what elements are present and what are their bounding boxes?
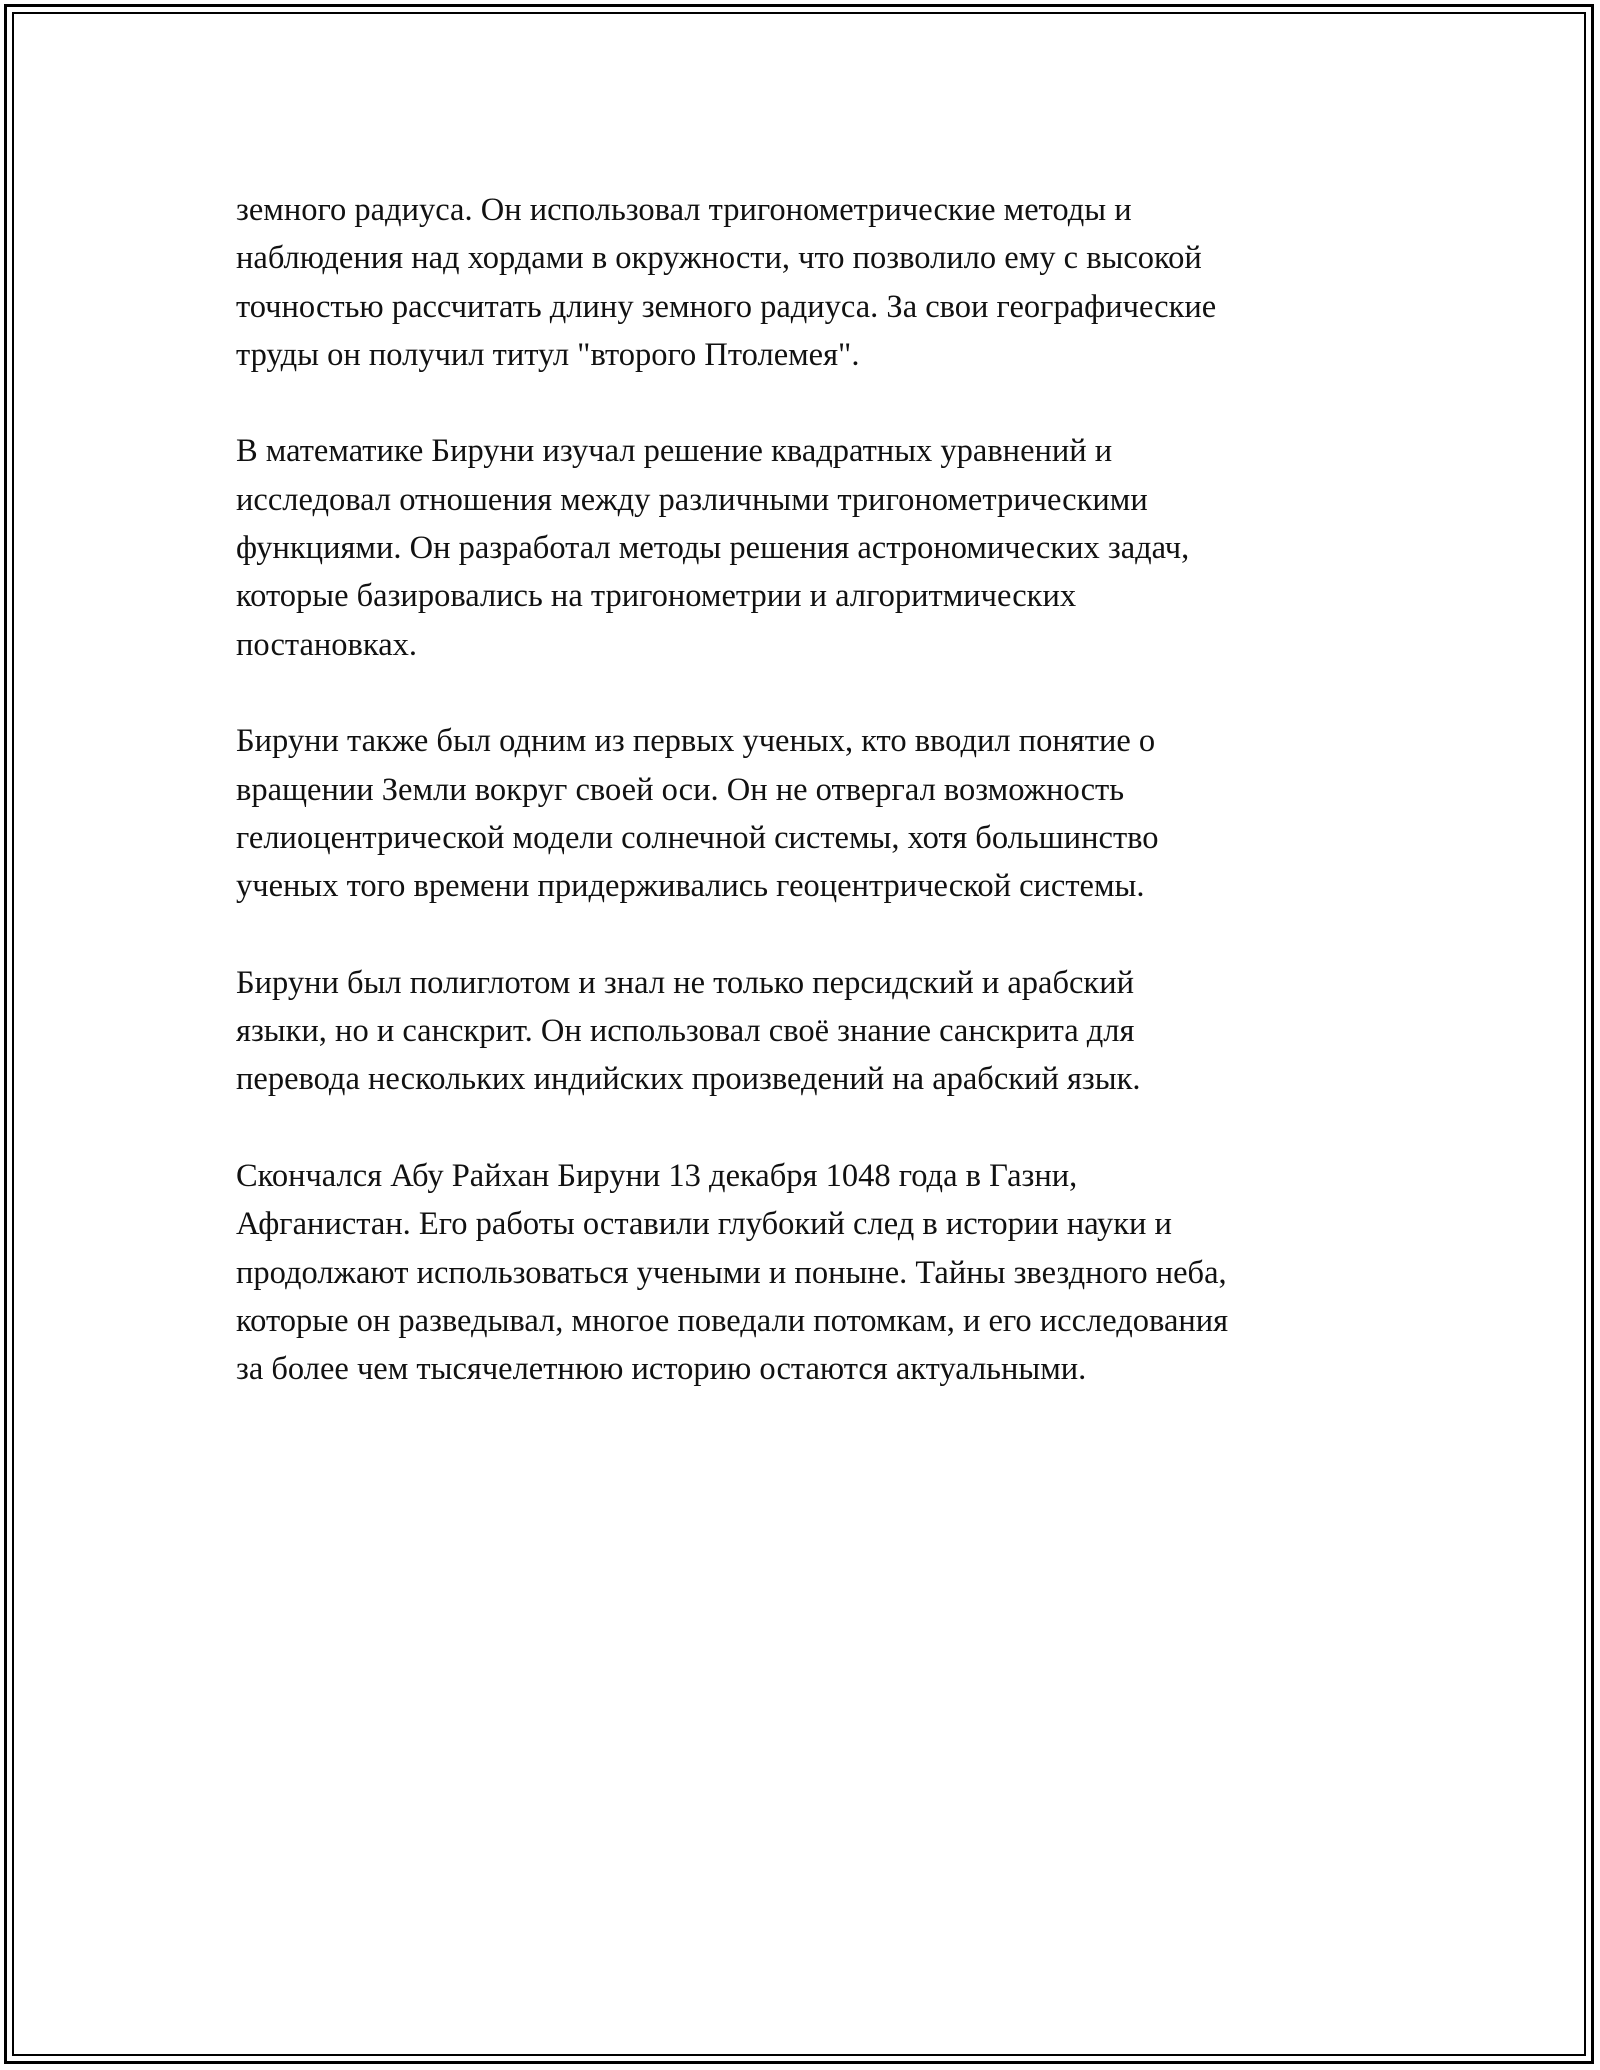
text-line: языки, но и санскрит. Он использовал своё знание санскрита для: [236, 1013, 1135, 1050]
text-line: которые он разведывал, многое поведали потомкам, и его исследования: [236, 1302, 1229, 1339]
paragraph-mathematics: [236, 427, 1386, 668]
paragraph-astronomy: [236, 717, 1386, 910]
text-line: В математике Бируни изучал решение квадратных уравнений и: [236, 433, 1113, 470]
text-line: Афганистан. Его работы оставили глубокий след в истории науки и: [236, 1206, 1172, 1243]
text-line: вращении Земли вокруг своей оси. Он не отвергал возможность: [236, 771, 1125, 808]
paragraph-geography: [236, 186, 1386, 379]
text-line: исследовал отношения между различными тригонометрическими: [236, 481, 1148, 518]
text-line: земного радиуса. Он использовал тригонометрические методы и: [236, 192, 1132, 228]
text-line: труды он получил титул "второго Птолемея".: [236, 336, 860, 373]
text-line: Бируни был полиглотом и знал не только персидский и арабский: [236, 964, 1134, 1001]
text-line: функциями. Он разработал методы решения астрономических задач,: [236, 530, 1190, 567]
text-line: перевода нескольких индийских произведений на арабский язык.: [236, 1061, 1141, 1098]
text-line: точностью рассчитать длину земного радиуса. За свои географические: [236, 288, 1217, 325]
paragraph-legacy: [236, 1152, 1386, 1393]
text-line: наблюдения над хордами в окружности, что позволило ему с высокой: [236, 240, 1202, 277]
document-body: [236, 186, 1386, 1442]
text-line: за более чем тысячелетнюю историю остаются актуальными.: [236, 1351, 1087, 1388]
text-line: продолжают использоваться учеными и поныне. Тайны звездного неба,: [236, 1254, 1227, 1291]
text-line: Бируни также был одним из первых ученых, кто вводил понятие о: [236, 723, 1156, 760]
paragraph-languages: [236, 959, 1386, 1104]
text-line: Скончался Абу Райхан Бируни 13 декабря 1048 года в Газни,: [236, 1157, 1078, 1194]
text-line: гелиоцентрической модели солнечной системы, хотя большинство: [236, 819, 1159, 856]
text-line: постановках.: [236, 626, 417, 663]
text-line: ученых того времени придерживались геоцентрической системы.: [236, 868, 1145, 905]
text-line: которые базировались на тригонометрии и алгоритмических: [236, 578, 1077, 615]
